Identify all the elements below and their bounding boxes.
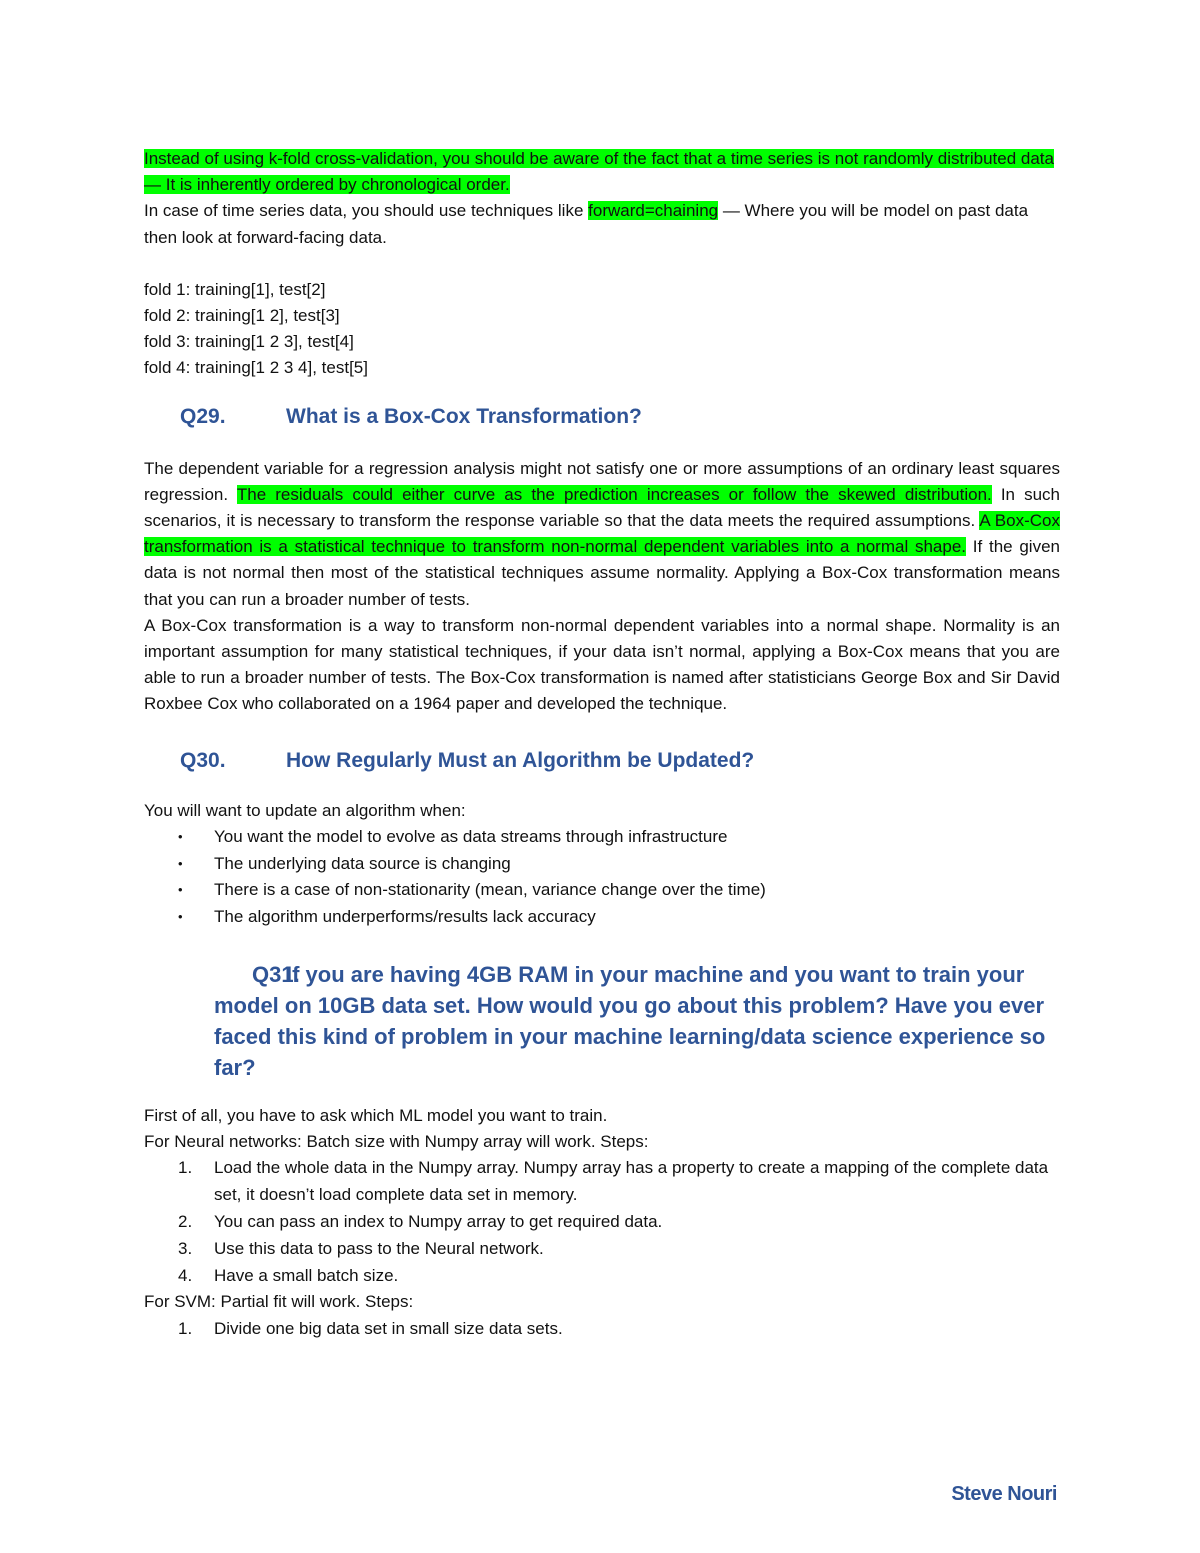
fold-line: fold 1: training[1], test[2]: [144, 279, 326, 299]
question-number: Q30.: [180, 748, 226, 772]
bullet-icon: •: [178, 909, 183, 925]
question-number: Q29.: [180, 404, 226, 428]
heading-q31: [144, 959, 1060, 1083]
highlighted-text: The residuals could either curve as the prediction increases or follow the skewed distribution.: [236, 484, 992, 504]
list-item: • The algorithm underperforms/results lack accuracy: [144, 904, 1060, 931]
question-title: How Regularly Must an Algorithm be Updated?: [286, 748, 755, 772]
question-title: What is a Box-Cox Transformation?: [286, 404, 642, 428]
footer-author: Steve Nouri: [951, 1483, 1057, 1505]
paragraph-box-cox-2: A Box-Cox transformation is a way to transform non-normal dependent variables into a normal shape. Normality is an important assumption for many statistical techniques, if your data isn’t normal, applying a Box-Cox means that you are able to run a broader number of tests. The Box-Cox transformation is named after statisticians George Box and Sir David Roxbee Cox who collaborated on a 1964 paper and developed the technique.: [144, 615, 1060, 714]
fold-line: fold 3: training[1 2 3], test[4]: [144, 332, 354, 352]
svm-steps: [144, 1316, 1060, 1343]
bullet-icon: •: [178, 828, 183, 844]
list-item: 4. Have a small batch size.: [178, 1265, 399, 1285]
list-item: 2. You can pass an index to Numpy array to get required data.: [178, 1212, 663, 1232]
bullet-icon: •: [178, 855, 183, 871]
paragraph-forward-chaining: In case of time series data, you should use techniques like forward=chaining — Where you will be model on past data then look at forward-facing data.: [144, 201, 1029, 247]
list-item: • You want the model to evolve as data streams through infrastructure: [144, 824, 1060, 851]
paragraph-time-series-intro: [144, 146, 1060, 198]
paragraph-ml-model-question: First of all, you have to ask which ML model you want to train.: [144, 1106, 608, 1126]
fold-line: fold 4: training[1 2 3 4], test[5]: [144, 358, 368, 378]
neural-network-steps: [144, 1155, 1060, 1289]
list-item: 1. Divide one big data set in small size data sets.: [178, 1318, 563, 1338]
paragraph-update-intro: You will want to update an algorithm when:: [144, 800, 466, 820]
bullet-icon: •: [178, 882, 183, 898]
list-item: 3. Use this data to pass to the Neural network.: [178, 1238, 544, 1258]
heading-q29: [144, 402, 1060, 432]
update-reasons-list: [144, 824, 1060, 931]
paragraph-neural-networks: For Neural networks: Batch size with Numpy array will work. Steps:: [144, 1132, 649, 1152]
paragraph-box-cox-1: The dependent variable for a regression analysis might not satisfy one or more assumptions of an ordinary least squares regression. The residuals could either curve as the prediction increases or follow the skewed distribution. In such scenarios, it is necessary to transform the response variable so that the data meets the required assumptions. A Box-Cox transformation is a statistical technique to transform non-normal dependent variables into a normal shape. If the given data is not normal then most of the statistical techniques assume normality. Applying a Box-Cox transformation means that you can run a broader number of tests.: [144, 458, 1060, 609]
list-item: • There is a case of non-stationarity (mean, variance change over the time): [144, 877, 1060, 904]
document-page: [144, 146, 1060, 1342]
highlighted-text: forward=chaining: [588, 201, 719, 221]
fold-line: fold 2: training[1 2], test[3]: [144, 306, 340, 326]
list-item: 1. Load the whole data in the Numpy array. Numpy array has a property to create a mapping of the complete data set, it doesn’t load complete data set in memory.: [178, 1158, 1049, 1205]
heading-q30: [144, 746, 1060, 776]
paragraph-svm: For SVM: Partial fit will work. Steps:: [144, 1292, 414, 1312]
question-number: Q31.: [252, 962, 300, 988]
question-title: If you are having 4GB RAM in your machine and you want to train your model on 10GB data set. How would you go about this problem? Have you ever faced this kind of problem in your machine learning/data science experience so far?: [214, 962, 1046, 1081]
highlighted-text: A Box-Cox transformation is a statistical technique to transform non-normal dependent variables into a normal shape.: [144, 511, 1060, 557]
list-item: • The underlying data source is changing: [144, 851, 1060, 878]
highlighted-text: Instead of using k-fold cross-validation, you should be aware of the fact that a time series is not randomly distributed data — It is inherently ordered by chronological order.: [144, 149, 1054, 195]
